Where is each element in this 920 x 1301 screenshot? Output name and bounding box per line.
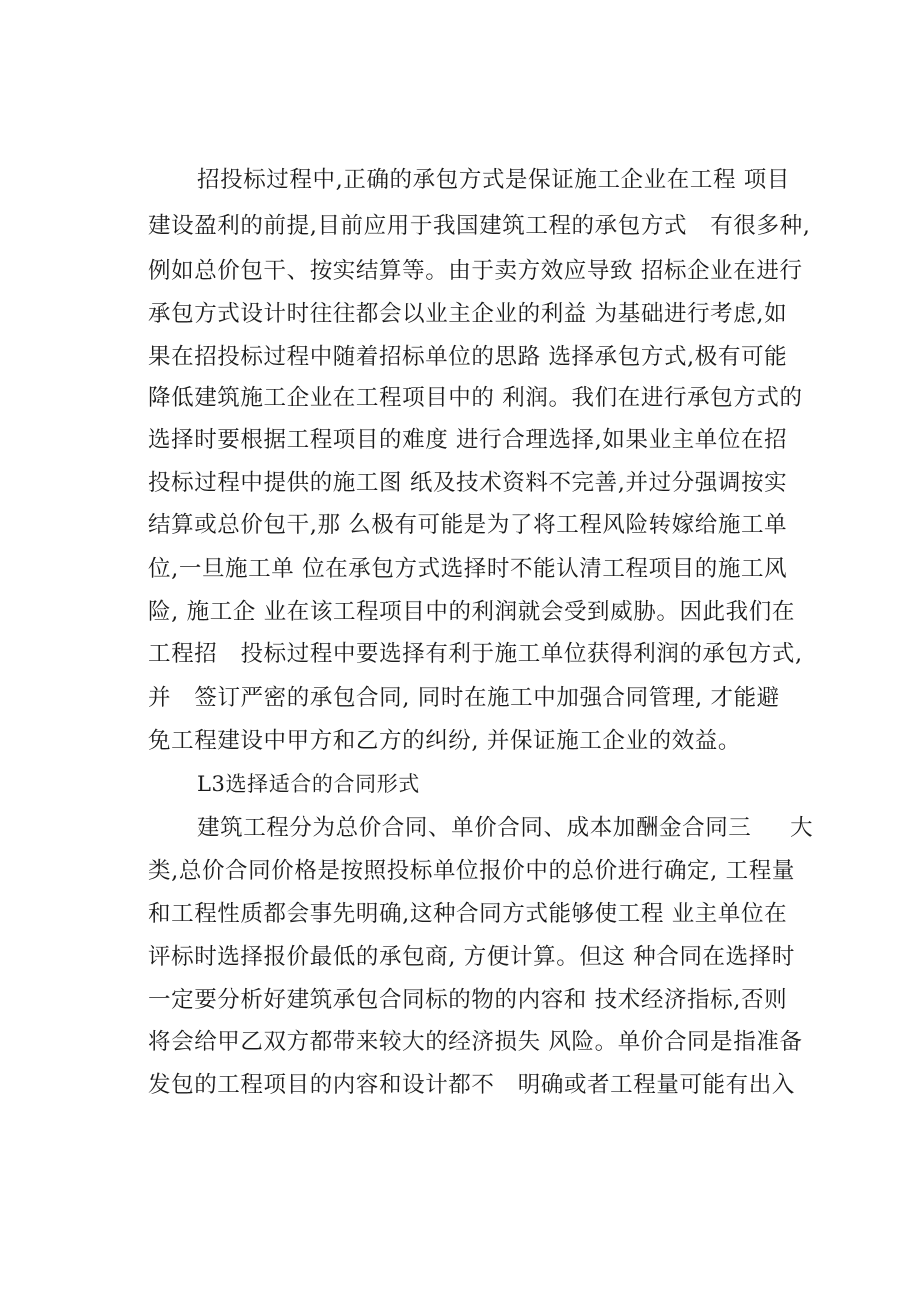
paragraph-2-line-6: 将会给甲乙双方都带来较大的经济损失 风险。单价合同是指准备 (148, 1029, 803, 1055)
paragraph-1-line-2: 建设盈利的前提,目前应用于我国建筑工程的承包方式 有很多种, (148, 213, 811, 239)
paragraph-1-line-7: 选择时要根据工程项目的难度 进行合理选择,如果业主单位在招 (148, 427, 788, 453)
paragraph-1-line-6: 降低建筑施工企业在工程项目中的 利润。我们在进行承包方式的 (148, 385, 803, 411)
paragraph-1-line-13: 并 签订严密的承包合同, 同时在施工中加强合同管理, 才能避 (148, 685, 780, 711)
paragraph-2-line-2: 类,总价合同价格是按照投标单位报价中的总价进行确定, 工程量 (148, 858, 795, 884)
paragraph-1-line-10: 位,一旦施工单 位在承包方式选择时不能认清工程项目的施工风 (148, 556, 788, 582)
paragraph-2-line-7: 发包的工程项目的内容和设计都不 明确或者工程量可能有出入 (148, 1072, 795, 1098)
paragraph-1-line-14: 免工程建设中甲方和乙方的纠纷, 并保证施工企业的效益。 (148, 728, 742, 754)
paragraph-1-line-1: 招投标过程中,正确的承包方式是保证施工企业在工程 项目 (197, 167, 791, 193)
paragraph-1-line-8: 投标过程中提供的施工图 纸及技术资料不完善,并过分强调按实 (148, 470, 788, 496)
paragraph-1-line-3: 例如总价包干、按实结算等。由于卖方效应导致 招标企业在进行 (148, 258, 803, 284)
paragraph-1-line-5: 果在招投标过程中随着招标单位的思路 选择承包方式,极有可能 (148, 344, 788, 370)
paragraph-1-line-4: 承包方式设计时往往都会以业主企业的利益 为基础进行考虑,如 (148, 301, 788, 327)
paragraph-1-line-9: 结算或总价包干,那 么极有可能是为了将工程风险转嫁给施工单 (148, 512, 788, 538)
section-heading: L3选择适合的合同形式 (197, 772, 420, 796)
paragraph-2-line-5: 一定要分析好建筑承包合同标的物的内容和 技术经济指标,否则 (148, 987, 788, 1013)
paragraph-2-line-3: 和工程性质都会事先明确,这种合同方式能够使工程 业主单位在 (148, 901, 788, 927)
paragraph-2-line-1: 建筑工程分为总价合同、单价合同、成本加酬金合同三 大 (197, 815, 814, 841)
paragraph-1-line-12: 工程招 投标过程中要选择有利于施工单位获得利润的承包方式, (148, 641, 803, 667)
paragraph-2-line-4: 评标时选择报价最低的承包商, 方便计算。但这 种合同在选择时 (148, 944, 795, 970)
paragraph-1-line-11: 险, 施工企 业在该工程项目中的利润就会受到威胁。因此我们在 (148, 599, 795, 625)
